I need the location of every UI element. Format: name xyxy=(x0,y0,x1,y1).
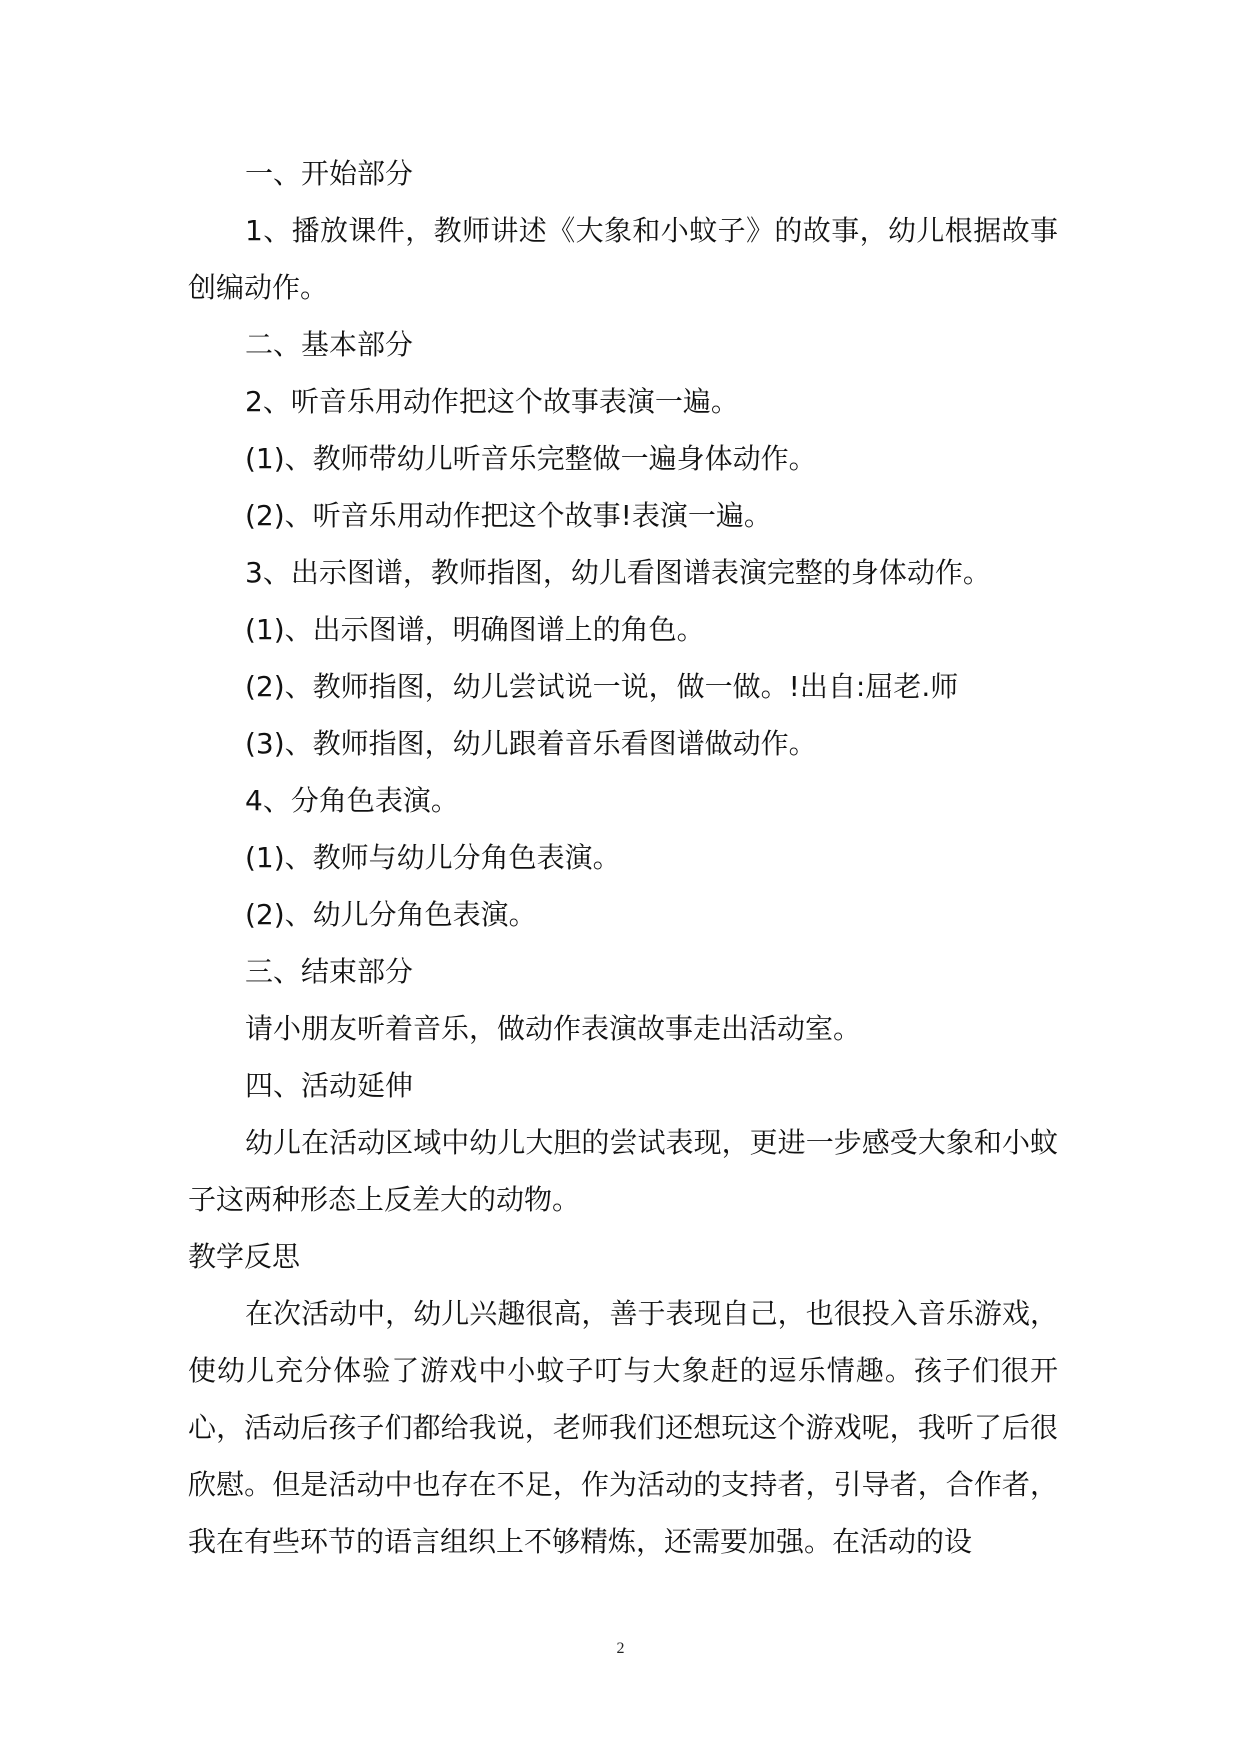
section-heading-end: 三、结束部分 xyxy=(245,955,414,988)
step-2-1-paragraph: (1)、教师带幼儿听音乐完整做一遍身体动作。 xyxy=(245,442,817,475)
step-3-2-paragraph: (2)、教师指图，幼儿尝试说一说，做一做。!出自:屈老.师 xyxy=(245,670,959,703)
section-heading-extension: 四、活动延伸 xyxy=(245,1069,414,1102)
section-heading-start: 一、开始部分 xyxy=(245,157,414,190)
step-4-paragraph: 4、分角色表演。 xyxy=(245,784,459,817)
step-3-paragraph: 3、出示图谱，教师指图，幼儿看图谱表演完整的身体动作。 xyxy=(245,556,991,589)
step-3-1-paragraph: (1)、出示图谱，明确图谱上的角色。 xyxy=(245,613,705,646)
step-2-2-paragraph: (2)、听音乐用动作把这个故事!表演一遍。 xyxy=(245,499,772,532)
step-1-paragraph: 1、播放课件，教师讲述《大象和小蚊子》的故事，幼儿根据故事创编动作。 xyxy=(188,214,1058,304)
step-3-3-paragraph: (3)、教师指图，幼儿跟着音乐看图谱做动作。 xyxy=(245,727,817,760)
step-4-2-paragraph: (2)、幼儿分角色表演。 xyxy=(245,898,537,931)
step-4-1-paragraph: (1)、教师与幼儿分角色表演。 xyxy=(245,841,621,874)
reflection-heading: 教学反思 xyxy=(188,1240,301,1273)
page-number: 2 xyxy=(616,1640,625,1657)
end-paragraph: 请小朋友听着音乐，做动作表演故事走出活动室。 xyxy=(245,1012,862,1045)
section-heading-basic: 二、基本部分 xyxy=(245,328,414,361)
extension-paragraph: 幼儿在活动区域中幼儿大胆的尝试表现，更进一步感受大象和小蚊子这两种形态上反差大的动物。 xyxy=(188,1126,1058,1216)
step-2-paragraph: 2、听音乐用动作把这个故事表演一遍。 xyxy=(245,385,739,418)
reflection-paragraph: 在次活动中，幼儿兴趣很高，善于表现自己，也很投入音乐游戏，使幼儿充分体验了游戏中小蚊子叮与大象赶的逗乐情趣。孩子们很开心，活动后孩子们都给我说，老师我们还想玩这个游戏呢，我听了后很欣慰。但是活动中也存在不足，作为活动的支持者，引导者，合作者，我在有些环节的语言组织上不够精炼，还需要加强。在活动的设 xyxy=(188,1297,1058,1558)
document-page xyxy=(188,145,1058,1570)
